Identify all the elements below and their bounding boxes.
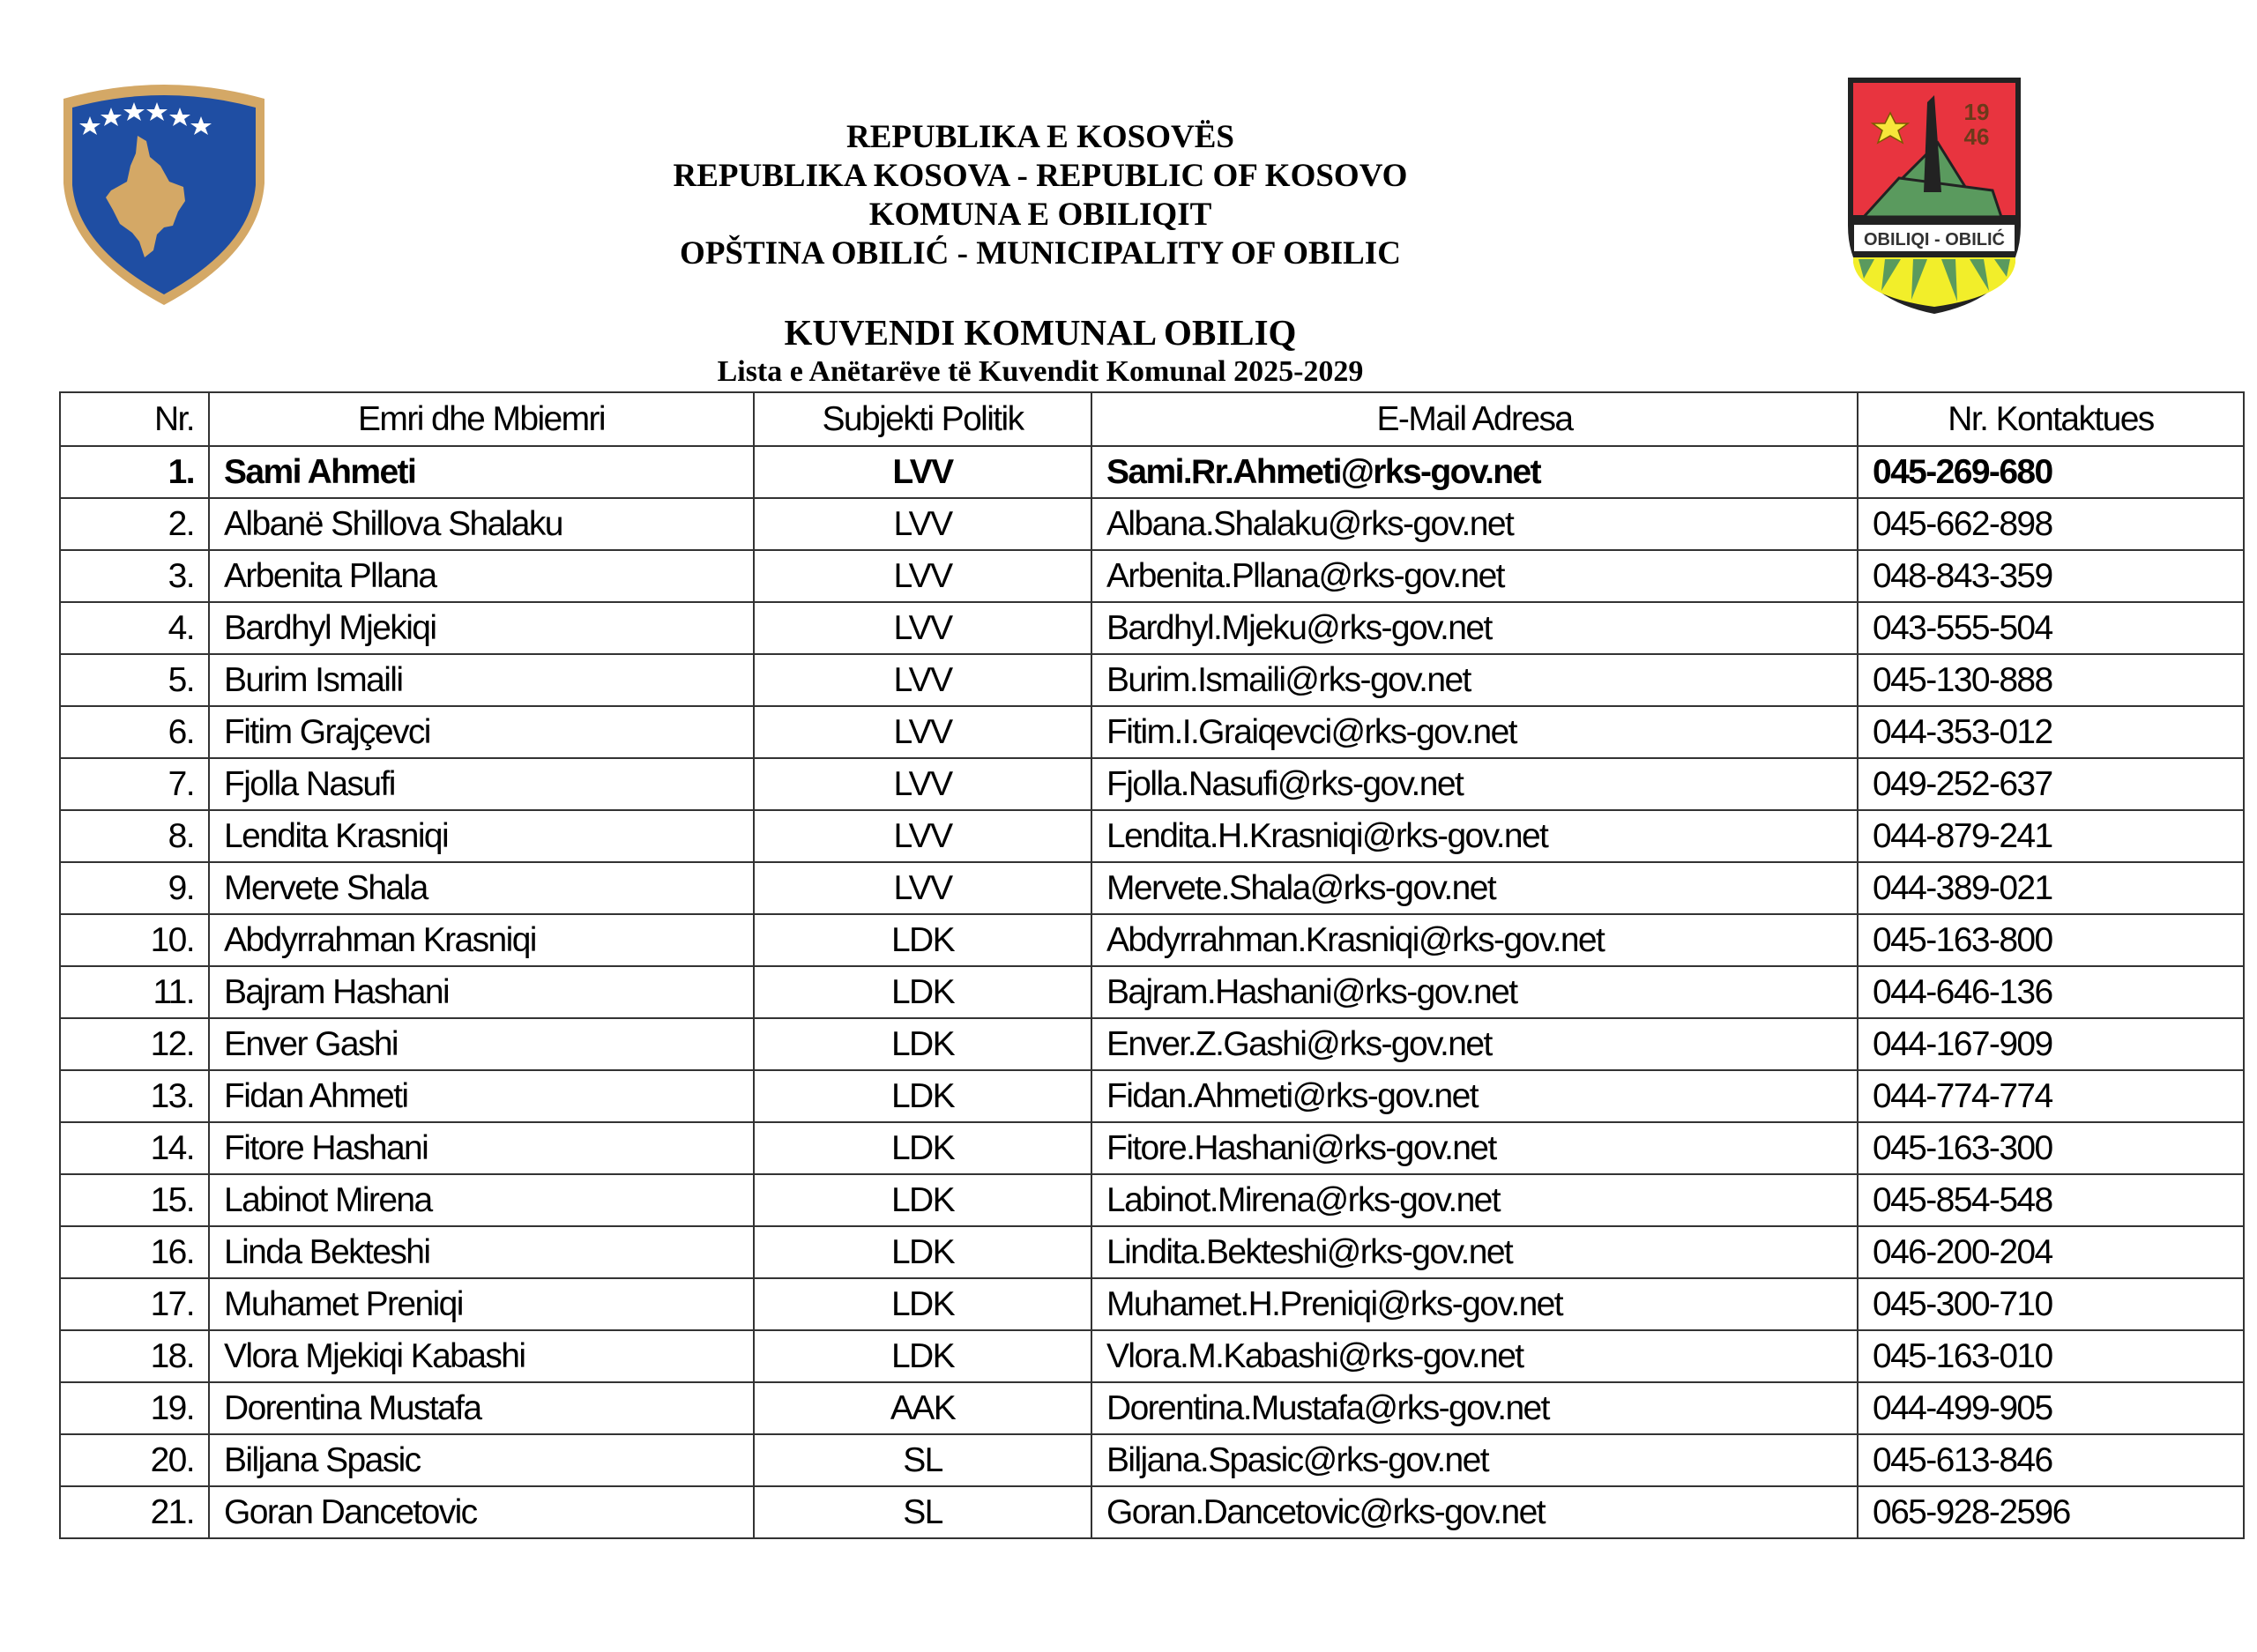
table-row	[60, 1434, 2244, 1486]
cell-name: Fitore Hashani	[209, 1122, 754, 1174]
table-row	[60, 1226, 2244, 1278]
cell-phone: 049-252-637	[1858, 758, 2244, 810]
column-header-name: Emri dhe Mbiemri	[209, 392, 754, 446]
table-row	[60, 1486, 2244, 1538]
cell-party: LDK	[754, 1226, 1091, 1278]
cell-nr: 7.	[60, 758, 209, 810]
cell-name: Vlora Mjekiqi Kabashi	[209, 1330, 754, 1382]
document-header	[0, 118, 2081, 273]
cell-name: Bardhyl Mjekiqi	[209, 602, 754, 654]
cell-email: Abdyrrahman.Krasniqi@rks-gov.net	[1091, 914, 1858, 966]
cell-email: Bajram.Hashani@rks-gov.net	[1091, 966, 1858, 1018]
cell-party: LVV	[754, 758, 1091, 810]
cell-phone: 044-774-774	[1858, 1070, 2244, 1122]
cell-name: Enver Gashi	[209, 1018, 754, 1070]
cell-nr: 16.	[60, 1226, 209, 1278]
cell-nr: 15.	[60, 1174, 209, 1226]
cell-party: AAK	[754, 1382, 1091, 1434]
cell-email: Vlora.M.Kabashi@rks-gov.net	[1091, 1330, 1858, 1382]
cell-name: Dorentina Mustafa	[209, 1382, 754, 1434]
column-header-nr: Nr.	[60, 392, 209, 446]
cell-email: Fjolla.Nasufi@rks-gov.net	[1091, 758, 1858, 810]
table-row	[60, 966, 2244, 1018]
cell-phone: 045-269-680	[1858, 446, 2244, 498]
cell-email: Biljana.Spasic@rks-gov.net	[1091, 1434, 1858, 1486]
cell-phone: 044-499-905	[1858, 1382, 2244, 1434]
cell-name: Biljana Spasic	[209, 1434, 754, 1486]
cell-phone: 045-130-888	[1858, 654, 2244, 706]
cell-party: LVV	[754, 498, 1091, 550]
header-line-1: REPUBLIKA E KOSOVËS	[845, 119, 1234, 155]
cell-nr: 18.	[60, 1330, 209, 1382]
column-header-email: E-Mail Adresa	[1091, 392, 1858, 446]
table-row	[60, 654, 2244, 706]
cell-name: Muhamet Preniqi	[209, 1278, 754, 1330]
cell-phone: 045-854-548	[1858, 1174, 2244, 1226]
cell-email: Arbenita.Pllana@rks-gov.net	[1091, 550, 1858, 602]
table-row	[60, 810, 2244, 862]
logo-year-top: 19	[1963, 99, 1990, 125]
cell-email: Fidan.Ahmeti@rks-gov.net	[1091, 1070, 1858, 1122]
cell-email: Mervete.Shala@rks-gov.net	[1091, 862, 1858, 914]
cell-party: SL	[754, 1434, 1091, 1486]
cell-name: Arbenita Pllana	[209, 550, 754, 602]
table-row	[60, 1330, 2244, 1382]
table-row	[60, 1382, 2244, 1434]
cell-nr: 5.	[60, 654, 209, 706]
cell-party: LDK	[754, 914, 1091, 966]
cell-nr: 8.	[60, 810, 209, 862]
document-title: KUVENDI KOMUNAL OBILIQ	[784, 312, 1297, 353]
table-row	[60, 1018, 2244, 1070]
table-row	[60, 550, 2244, 602]
cell-phone: 065-928-2596	[1858, 1486, 2244, 1538]
cell-email: Muhamet.H.Preniqi@rks-gov.net	[1091, 1278, 1858, 1330]
cell-email: Labinot.Mirena@rks-gov.net	[1091, 1174, 1858, 1226]
cell-name: Fidan Ahmeti	[209, 1070, 754, 1122]
cell-email: Bardhyl.Mjeku@rks-gov.net	[1091, 602, 1858, 654]
cell-party: LVV	[754, 446, 1091, 498]
cell-phone: 044-389-021	[1858, 862, 2244, 914]
cell-phone: 045-613-846	[1858, 1434, 2244, 1486]
cell-name: Lendita Krasniqi	[209, 810, 754, 862]
cell-name: Burim Ismaili	[209, 654, 754, 706]
cell-phone: 045-163-300	[1858, 1122, 2244, 1174]
table-row	[60, 602, 2244, 654]
cell-nr: 12.	[60, 1018, 209, 1070]
cell-email: Fitore.Hashani@rks-gov.net	[1091, 1122, 1858, 1174]
header-line-3: KOMUNA E OBILIQIT	[868, 197, 1212, 233]
table-row	[60, 706, 2244, 758]
cell-party: LDK	[754, 966, 1091, 1018]
cell-party: LDK	[754, 1278, 1091, 1330]
cell-name: Fitim Grajçevci	[209, 706, 754, 758]
cell-phone: 048-843-359	[1858, 550, 2244, 602]
cell-name: Goran Dancetovic	[209, 1486, 754, 1538]
column-header-phone: Nr. Kontaktues	[1858, 392, 2244, 446]
cell-email: Fitim.I.Graiqevci@rks-gov.net	[1091, 706, 1858, 758]
table-row	[60, 498, 2244, 550]
cell-nr: 21.	[60, 1486, 209, 1538]
table-row	[60, 914, 2244, 966]
cell-party: LVV	[754, 654, 1091, 706]
cell-party: LDK	[754, 1174, 1091, 1226]
logo-banner-text: OBILIQI - OBILIĆ	[1864, 230, 2005, 249]
members-table	[59, 391, 2245, 1539]
cell-email: Dorentina.Mustafa@rks-gov.net	[1091, 1382, 1858, 1434]
document-title-block	[0, 310, 2081, 390]
cell-party: LVV	[754, 810, 1091, 862]
cell-nr: 20.	[60, 1434, 209, 1486]
cell-email: Lindita.Bekteshi@rks-gov.net	[1091, 1226, 1858, 1278]
cell-name: Abdyrrahman Krasniqi	[209, 914, 754, 966]
cell-nr: 11.	[60, 966, 209, 1018]
table-row	[60, 1070, 2244, 1122]
cell-party: LVV	[754, 550, 1091, 602]
cell-phone: 045-662-898	[1858, 498, 2244, 550]
table-header-row	[60, 392, 2244, 446]
table-row	[60, 1122, 2244, 1174]
cell-nr: 19.	[60, 1382, 209, 1434]
cell-phone: 043-555-504	[1858, 602, 2244, 654]
cell-nr: 13.	[60, 1070, 209, 1122]
cell-nr: 2.	[60, 498, 209, 550]
cell-email: Burim.Ismaili@rks-gov.net	[1091, 654, 1858, 706]
cell-name: Labinot Mirena	[209, 1174, 754, 1226]
document-subtitle: Lista e Anëtarëve të Kuvendit Komunal 2025-2029	[717, 355, 1364, 388]
table-row	[60, 1174, 2244, 1226]
cell-phone: 044-879-241	[1858, 810, 2244, 862]
header-line-2: REPUBLIKA KOSOVA - REPUBLIC OF KOSOVO	[673, 158, 1408, 194]
cell-phone: 044-353-012	[1858, 706, 2244, 758]
cell-party: LDK	[754, 1070, 1091, 1122]
cell-nr: 14.	[60, 1122, 209, 1174]
cell-nr: 9.	[60, 862, 209, 914]
cell-email: Lendita.H.Krasniqi@rks-gov.net	[1091, 810, 1858, 862]
table-row	[60, 446, 2244, 498]
cell-phone: 045-163-800	[1858, 914, 2244, 966]
cell-phone: 045-163-010	[1858, 1330, 2244, 1382]
cell-phone: 046-200-204	[1858, 1226, 2244, 1278]
cell-party: LDK	[754, 1330, 1091, 1382]
cell-party: LVV	[754, 862, 1091, 914]
cell-name: Fjolla Nasufi	[209, 758, 754, 810]
cell-phone: 044-646-136	[1858, 966, 2244, 1018]
cell-email: Goran.Dancetovic@rks-gov.net	[1091, 1486, 1858, 1538]
cell-nr: 4.	[60, 602, 209, 654]
cell-phone: 045-300-710	[1858, 1278, 2244, 1330]
cell-party: LDK	[754, 1122, 1091, 1174]
cell-nr: 6.	[60, 706, 209, 758]
cell-name: Mervete Shala	[209, 862, 754, 914]
cell-email: Sami.Rr.Ahmeti@rks-gov.net	[1091, 446, 1858, 498]
cell-nr: 10.	[60, 914, 209, 966]
cell-name: Linda Bekteshi	[209, 1226, 754, 1278]
cell-party: LDK	[754, 1018, 1091, 1070]
cell-nr: 1.	[60, 446, 209, 498]
column-header-party: Subjekti Politik	[754, 392, 1091, 446]
cell-name: Bajram Hashani	[209, 966, 754, 1018]
cell-party: SL	[754, 1486, 1091, 1538]
cell-nr: 17.	[60, 1278, 209, 1330]
header-line-4: OPŠTINA OBILIĆ - MUNICIPALITY OF OBILIC	[680, 235, 1401, 272]
cell-email: Enver.Z.Gashi@rks-gov.net	[1091, 1018, 1858, 1070]
cell-name: Sami Ahmeti	[209, 446, 754, 498]
cell-email: Albana.Shalaku@rks-gov.net	[1091, 498, 1858, 550]
cell-nr: 3.	[60, 550, 209, 602]
cell-party: LVV	[754, 602, 1091, 654]
table-row	[60, 1278, 2244, 1330]
table-row	[60, 862, 2244, 914]
logo-year-bottom: 46	[1963, 123, 1990, 150]
cell-phone: 044-167-909	[1858, 1018, 2244, 1070]
table-row	[60, 758, 2244, 810]
cell-party: LVV	[754, 706, 1091, 758]
cell-name: Albanë Shillova Shalaku	[209, 498, 754, 550]
